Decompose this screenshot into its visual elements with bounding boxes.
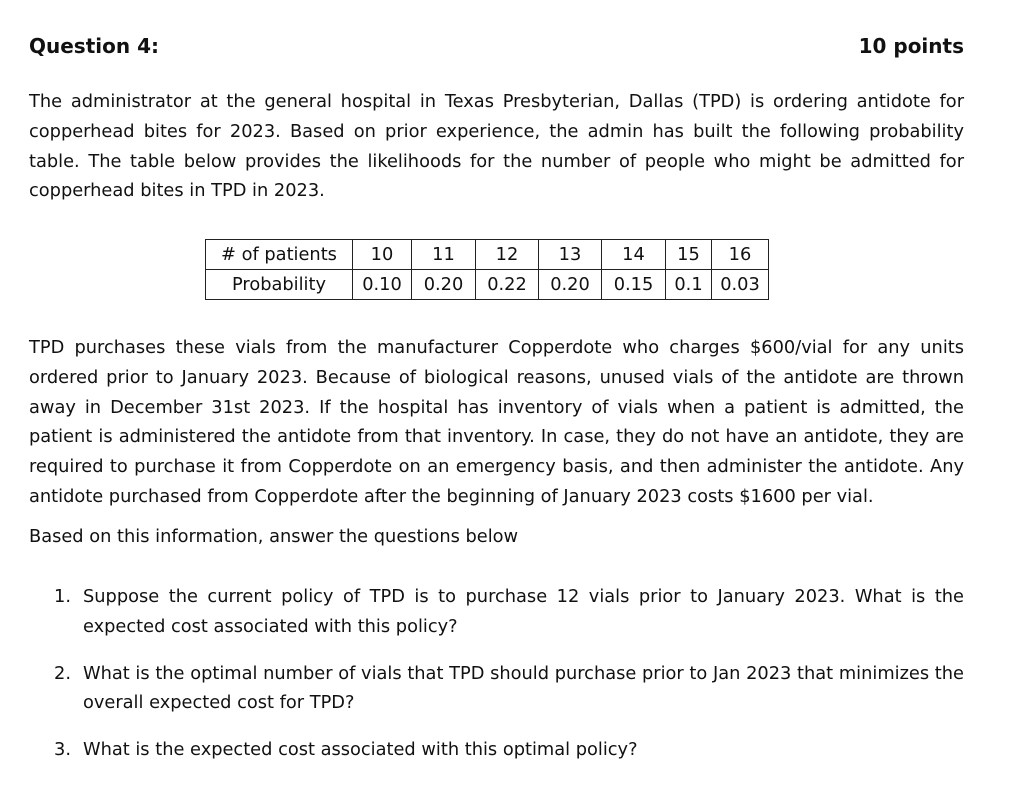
patients-cell: 13 [539, 240, 602, 270]
patients-row-header: # of patients [206, 240, 353, 270]
intro-paragraph: The administrator at the general hospital in Texas Presbyterian, Dallas (TPD) is ordering antidote for copperhead bites for 2023. Based on prior experience, the admin has built the following probability table. The table below provides the likelihoods for the number of people who might be admitted for copperhead bites in TPD in 2023. [29, 91, 964, 202]
probability-row [206, 270, 769, 300]
question-text: What is the expected cost associated with this optimal policy? [83, 739, 638, 761]
patients-cell: 14 [602, 240, 666, 270]
question-number: 3. [54, 739, 71, 761]
probability-cell: 0.1 [666, 270, 712, 300]
probability-cell: 0.20 [412, 270, 476, 300]
probability-cell: 0.03 [712, 270, 769, 300]
probability-cell: 0.20 [539, 270, 602, 300]
pricing-paragraph: TPD purchases these vials from the manufacturer Copperdote who charges $600/vial for any units ordered prior to January 2023. Because of biological reasons, unused vials of the antidote are thrown away in December 31st 2023. If the hospital has inventory of vials when a patient is admitted, the patient is administered the antidote from that inventory. In case, they do not have an antidote, they are required to purchase it from Copperdote on an emergency basis, and then administer the antidote. Any antidote purchased from Copperdote after the beginning of January 2023 costs $1600 per vial. [29, 337, 964, 507]
question-text: Suppose the current policy of TPD is to purchase 12 vials prior to January 2023. What is the expected cost associated with this policy? [83, 586, 964, 637]
question-text: What is the optimal number of vials that TPD should purchase prior to Jan 2023 that minimizes the overall expected cost for TPD? [83, 662, 964, 714]
question-item [29, 582, 964, 642]
patients-row [206, 240, 769, 270]
probability-row-header: Probability [206, 270, 353, 300]
points-label: 10 points [858, 34, 964, 58]
question-item [29, 659, 964, 719]
probability-cell: 0.15 [602, 270, 666, 300]
question-title: Question 4: [29, 34, 159, 58]
patients-cell: 16 [712, 240, 769, 270]
question-header [29, 31, 964, 61]
patients-cell: 12 [476, 240, 539, 270]
question-number: 1. [54, 586, 71, 607]
question-number: 2. [54, 662, 71, 684]
instruction-line: Based on this information, answer the questions below [29, 526, 519, 547]
patients-cell: 10 [353, 240, 412, 270]
question-list [29, 582, 964, 782]
patients-cell: 11 [412, 240, 476, 270]
probability-cell: 0.22 [476, 270, 539, 300]
probability-table [205, 239, 769, 300]
question-item [29, 735, 964, 765]
patients-cell: 15 [666, 240, 712, 270]
probability-cell: 0.10 [353, 270, 412, 300]
